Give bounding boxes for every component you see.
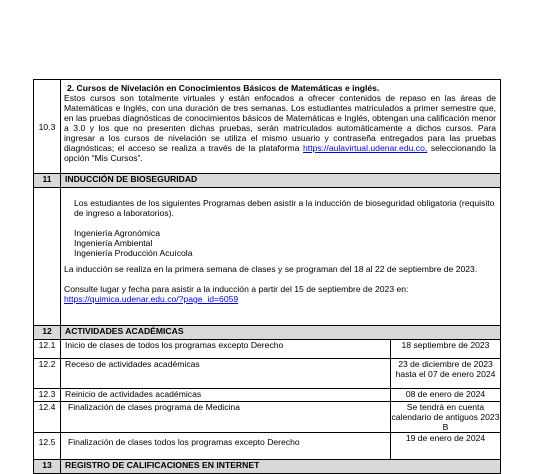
bioseguridad-consult: Consulte lugar y fecha para asistir a la inducción a partir del 15 de septiembre de 2023 en: [64, 284, 409, 294]
quimica-link[interactable]: https://quimica.udenar.edu.co/?page_id=6059 [64, 294, 239, 304]
row-number: 12.3 [34, 389, 61, 402]
nivelacion-body [64, 93, 496, 163]
section-title: ACTIVIDADES ACADÉMICAS [61, 326, 501, 340]
date-cell: 23 de diciembre de 2023 hasta el 07 de enero 2024 [391, 359, 501, 389]
nivelacion-cell [61, 80, 501, 174]
section-number: 13 [34, 460, 61, 474]
row-12-header [34, 326, 501, 340]
section-title: REGISTRO DE CALIFICACIONES EN INTERNET [61, 460, 501, 474]
table-row [34, 340, 501, 359]
date-cell: 08 de enero de 2024 [391, 389, 501, 402]
activity-cell: Finalización de clases programa de Medicina [61, 402, 391, 433]
table-row [34, 389, 501, 402]
nivelacion-text: Estos cursos son totalmente virtuales y están enfocados a ofrecer contenidos de repaso en las áreas de Matemáticas e Inglés, con una duración de tres semanas. Los estudiantes matriculados a primer semestre que, en las pruebas diagnósticas de conocimientos básicos de Matemáticas e Inglés, obtengan una calificación menor a 3.0 y los que no presenten dichas pruebas, serán matriculados automáticamente a dichos cursos. Para ingresar a los cursos de nivelación se utiliza el mismo usuario y contraseña entregados para las pruebas diagnósticas; el acceso se realiza a través de la plataforma [64, 93, 496, 153]
row-number: 12.4 [34, 402, 61, 433]
activity-cell: Finalización de clases todos los programas excepto Derecho [61, 433, 391, 460]
row-11-body [34, 188, 501, 326]
row-10-3 [34, 80, 501, 174]
table-row [34, 402, 501, 433]
row-11-header [34, 174, 501, 188]
activity-cell: Inicio de clases de todos los programas excepto Derecho [61, 340, 391, 359]
section-title: INDUCCIÓN DE BIOSEGURIDAD [61, 174, 501, 188]
date-cell: Se tendrá en cuenta calendario de antiguos 2023 B [391, 402, 500, 432]
program-item: Ingeniería Producción Acuícola [74, 248, 193, 258]
section-number: 12 [34, 326, 61, 340]
row-number: 12.5 [34, 433, 61, 460]
activity-cell: Reinicio de actividades académicas [61, 389, 391, 402]
date-cell: 18 septiembre de 2023 [391, 340, 501, 359]
program-item: Ingeniería Ambiental [74, 238, 153, 248]
bioseguridad-cell [61, 188, 501, 326]
section-number: 11 [34, 174, 61, 188]
calendar-table [33, 79, 501, 474]
bioseguridad-intro: Los estudiantes de los siguientes Programas deben asistir a la inducción de bioseguridad obligatoria (requisito de ingreso a laboratorios). [74, 198, 495, 218]
nivelacion-text-end: seleccionando la opción “Mis Cursos”. [64, 143, 496, 163]
aulavirtual-link[interactable]: https://aulavirtual.udenar.edu.co, [303, 143, 428, 153]
table-row [34, 433, 501, 460]
date-cell: 19 de enero de 2024 [391, 433, 501, 460]
row-number: 10.3 [34, 80, 61, 174]
bioseguridad-dates: La inducción se realiza en la primera semana de clases y se programan del 18 al 22 de septiembre de 2023. [64, 264, 478, 274]
row-number: 12.2 [34, 359, 61, 389]
row-number: 12.1 [34, 340, 61, 359]
activity-cell: Receso de actividades académicas [61, 359, 391, 389]
program-item: Ingeniería Agronómica [74, 228, 160, 238]
nivelacion-title: 2. Cursos de Nivelación en Conocimientos Básicos de Matemáticas e inglés. [67, 83, 380, 93]
table-row [34, 359, 501, 389]
